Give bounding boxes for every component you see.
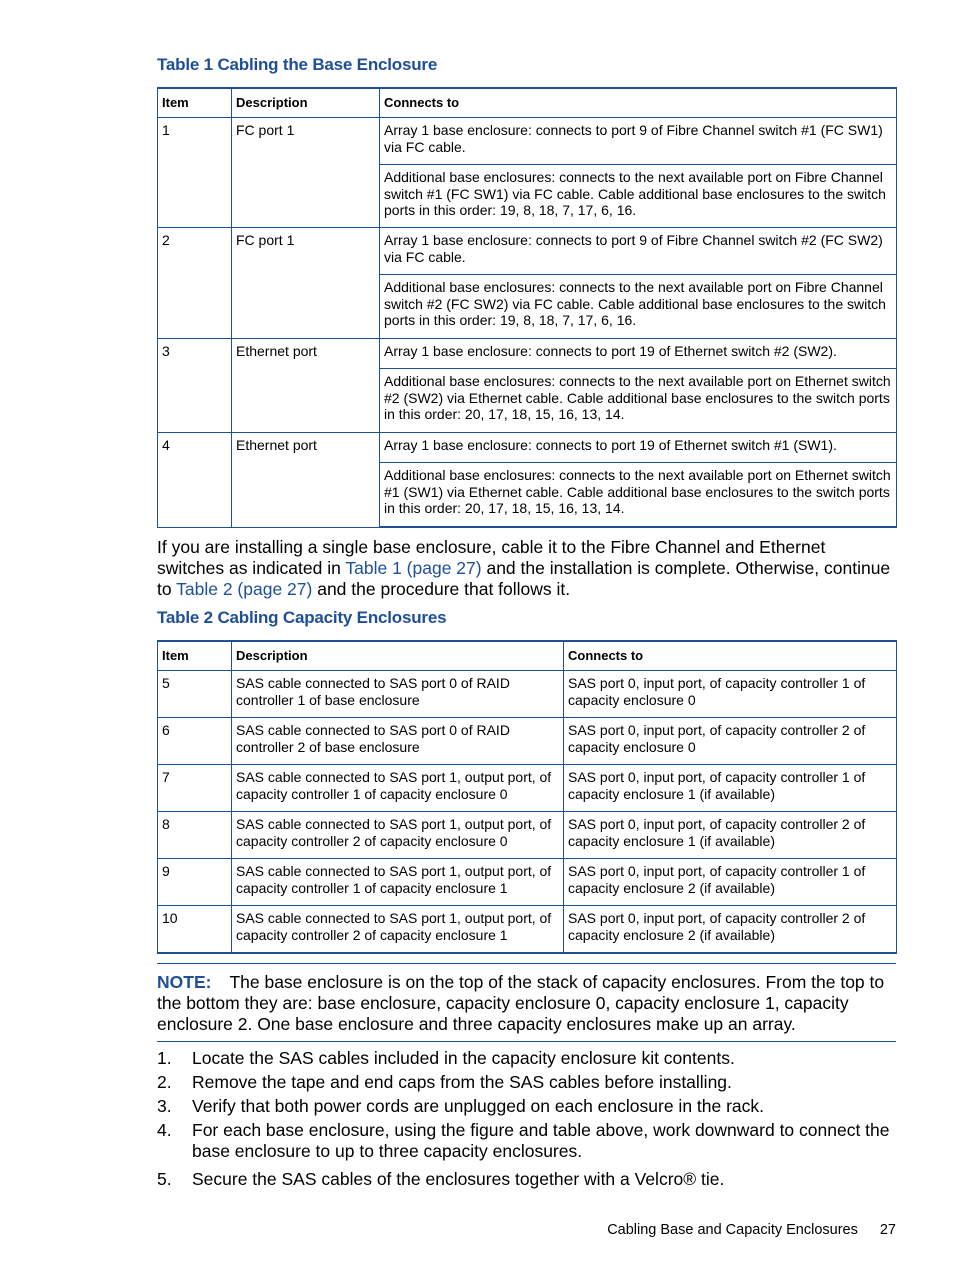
table1-cell-connects: Additional base enclosures: connects to the next available port on Fibre Channel switch #1 (FC SW1) via FC cable. Cable additional base enclosures to the switch ports in this order: 19, 8, 18, 7, 17, 6, 16. (380, 165, 897, 228)
table2-header-row (158, 641, 897, 671)
table2-cell-connects: SAS port 0, input port, of capacity controller 1 of capacity enclosure 0 (564, 671, 897, 718)
intro-text-b: and the installation is complete. Otherwise, continue to (157, 558, 891, 599)
table2-header-description: Description (232, 641, 564, 671)
step-number: 5. (157, 1169, 172, 1189)
list-item (157, 1072, 896, 1093)
note-label: NOTE: (157, 972, 212, 992)
table-row (158, 118, 897, 165)
table-row (158, 228, 897, 275)
list-item (157, 1120, 896, 1162)
list-item (157, 1048, 896, 1069)
table1-cell-item: 2 (158, 228, 232, 339)
table2-cell-description: SAS cable connected to SAS port 0 of RAID controller 2 of base enclosure (232, 718, 564, 765)
step-text: Locate the SAS cables included in the capacity enclosure kit contents. (192, 1048, 735, 1068)
intro-text-a: If you are installing a single base enclosure, cable it to the Fibre Channel and Ethernet switches as indicated in (157, 537, 826, 578)
table2-cell-connects: SAS port 0, input port, of capacity controller 1 of capacity enclosure 1 (if available) (564, 765, 897, 812)
table1-cell-item: 1 (158, 118, 232, 228)
table2-cell-item: 9 (158, 859, 232, 906)
table2-cell-item: 8 (158, 812, 232, 859)
table2-cell-item: 10 (158, 906, 232, 954)
table2-cell-connects: SAS port 0, input port, of capacity controller 1 of capacity enclosure 2 (if available) (564, 859, 897, 906)
procedure-steps (157, 1048, 896, 1193)
table-row (158, 718, 897, 765)
table1 (157, 87, 897, 528)
footer-section-title: Cabling Base and Capacity Enclosures (607, 1222, 858, 1238)
step-text: Secure the SAS cables of the enclosures together with a Velcro® tie. (192, 1169, 725, 1189)
step-text: Verify that both power cords are unplugged on each enclosure in the rack. (192, 1096, 765, 1116)
table1-cell-connects: Array 1 base enclosure: connects to port 19 of Ethernet switch #2 (SW2). (380, 339, 897, 369)
step-number: 3. (157, 1096, 172, 1116)
table1-header-item: Item (158, 88, 232, 118)
table1-caption: Table 1 Cabling the Base Enclosure (157, 55, 438, 74)
table1-cell-description: Ethernet port (232, 433, 380, 528)
table2-cell-description: SAS cable connected to SAS port 1, output port, of capacity controller 1 of capacity enclosure 1 (232, 859, 564, 906)
table2-cell-description: SAS cable connected to SAS port 0 of RAID controller 1 of base enclosure (232, 671, 564, 718)
table1-cell-connects: Additional base enclosures: connects to the next available port on Ethernet switch #1 (SW1) via Ethernet cable. Cable additional base enclosures to the switch ports in this order: 20, 17, 18, 15, 16, 13, 14. (380, 463, 897, 528)
table1-cell-description: Ethernet port (232, 339, 380, 433)
step-text: For each base enclosure, using the figure and table above, work downward to connect the base enclosure to up to three capacity enclosures. (192, 1120, 890, 1161)
list-item (157, 1096, 896, 1117)
note-text: The base enclosure is on the top of the stack of capacity enclosures. From the top to the bottom they are: base enclosure, capacity enclosure 0, capacity enclosure 1, capacity enclosure 2. One base enclosure and three capacity enclosures make up an array. (157, 972, 885, 1034)
table2-cell-connects: SAS port 0, input port, of capacity controller 2 of capacity enclosure 2 (if available) (564, 906, 897, 954)
table-row (158, 433, 897, 463)
note-box (157, 963, 896, 1042)
table1-cell-connects: Array 1 base enclosure: connects to port 9 of Fibre Channel switch #2 (FC SW2) via FC cable. (380, 228, 897, 275)
table-row (158, 339, 897, 369)
table-row (158, 859, 897, 906)
table1-header-row (158, 88, 897, 118)
table1-cell-description: FC port 1 (232, 228, 380, 339)
step-number: 2. (157, 1072, 172, 1092)
list-item (157, 1169, 896, 1190)
step-number: 1. (157, 1048, 172, 1068)
table2-cell-connects: SAS port 0, input port, of capacity controller 2 of capacity enclosure 1 (if available) (564, 812, 897, 859)
table2-cell-item: 7 (158, 765, 232, 812)
table2-cell-item: 5 (158, 671, 232, 718)
table1-cell-description: FC port 1 (232, 118, 380, 228)
table1-cell-connects: Additional base enclosures: connects to the next available port on Fibre Channel switch #2 (FC SW2) via FC cable. Cable additional base enclosures to the switch ports in this order: 19, 8, 18, 7, 17, 6, 16. (380, 275, 897, 339)
intro-paragraph (157, 537, 897, 600)
table2-cell-description: SAS cable connected to SAS port 1, output port, of capacity controller 2 of capacity enclosure 0 (232, 812, 564, 859)
table-row (158, 906, 897, 954)
step-text: Remove the tape and end caps from the SAS cables before installing. (192, 1072, 732, 1092)
table-row (158, 812, 897, 859)
table2 (157, 640, 897, 954)
table1-cell-connects: Additional base enclosures: connects to the next available port on Ethernet switch #2 (SW2) via Ethernet cable. Cable additional base enclosures to the switch ports in this order: 20, 17, 18, 15, 16, 13, 14. (380, 369, 897, 433)
table1-link[interactable]: Table 1 (page 27) (345, 558, 482, 578)
table2-link[interactable]: Table 2 (page 27) (176, 579, 313, 599)
table-row (158, 765, 897, 812)
table-row (158, 671, 897, 718)
table1-cell-connects: Array 1 base enclosure: connects to port 9 of Fibre Channel switch #1 (FC SW1) via FC cable. (380, 118, 897, 165)
table1-header-connects: Connects to (380, 88, 897, 118)
table2-cell-description: SAS cable connected to SAS port 1, output port, of capacity controller 1 of capacity enclosure 0 (232, 765, 564, 812)
intro-text-c: and the procedure that follows it. (312, 579, 571, 599)
step-number: 4. (157, 1120, 172, 1140)
table1-header-description: Description (232, 88, 380, 118)
table2-cell-connects: SAS port 0, input port, of capacity controller 2 of capacity enclosure 0 (564, 718, 897, 765)
page-footer (607, 1222, 896, 1238)
page-number: 27 (879, 1222, 896, 1238)
table1-cell-connects: Array 1 base enclosure: connects to port 19 of Ethernet switch #1 (SW1). (380, 433, 897, 463)
table1-cell-item: 3 (158, 339, 232, 433)
table2-cell-description: SAS cable connected to SAS port 1, output port, of capacity controller 2 of capacity enclosure 1 (232, 906, 564, 954)
table2-cell-item: 6 (158, 718, 232, 765)
table2-header-connects: Connects to (564, 641, 897, 671)
table1-cell-item: 4 (158, 433, 232, 528)
table2-header-item: Item (158, 641, 232, 671)
table2-caption: Table 2 Cabling Capacity Enclosures (157, 608, 447, 627)
